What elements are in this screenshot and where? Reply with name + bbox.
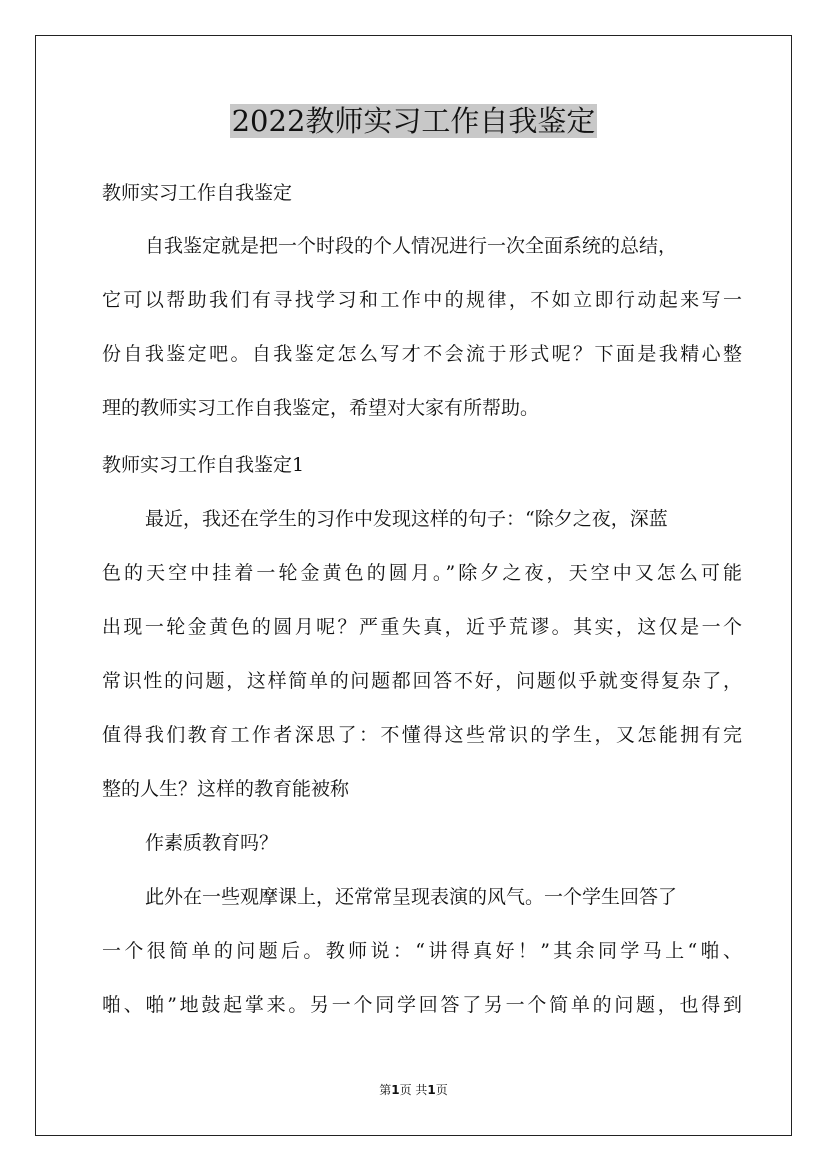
- paragraph-line: 最近，我还在学生的习作中发现这样的句子：“除夕之夜，深蓝: [145, 508, 668, 530]
- paragraph-line: 它可以帮助我们有寻找学习和工作中的规律，不如立即行动起来写一: [102, 289, 742, 311]
- paragraph-line: 此外在一些观摩课上，还常常呈现表演的风气。一个学生回答了: [145, 886, 678, 908]
- footer-mid: 页 共: [399, 1083, 428, 1097]
- section-heading: 教师实习工作自我鉴定: [102, 182, 293, 204]
- page-footer: [0, 1082, 827, 1098]
- footer-suffix: 页: [435, 1083, 448, 1097]
- paragraph-line: 份自我鉴定吧。自我鉴定怎么写才不会流于形式呢？下面是我精心整: [102, 343, 742, 365]
- paragraph-line: 一个很简单的问题后。教师说：“讲得真好！”其余同学马上“啪、: [102, 940, 742, 962]
- paragraph-line: 啪、啪”地鼓起掌来。另一个同学回答了另一个简单的问题，也得到: [102, 994, 742, 1016]
- paragraph-line: 作素质教育吗？: [145, 832, 279, 854]
- footer-page-total: 1: [427, 1083, 436, 1097]
- section-heading: 教师实习工作自我鉴定1: [102, 454, 305, 476]
- paragraph-line: 理的教师实习工作自我鉴定，希望对大家有所帮助。: [102, 397, 540, 419]
- footer-page-current: 1: [391, 1083, 400, 1097]
- paragraph-line: 自我鉴定就是把一个时段的个人情况进行一次全面系统的总结，: [145, 235, 678, 257]
- paragraph-line: 出现一轮金黄色的圆月呢？严重失真，近乎荒谬。其实，这仅是一个: [102, 616, 742, 638]
- paragraph-line: 整的人生？这样的教育能被称: [102, 778, 350, 800]
- footer-prefix: 第: [379, 1083, 392, 1097]
- document-title-text: 2022教师实习工作自我鉴定: [231, 104, 596, 138]
- paragraph-line: 常识性的问题，这样简单的问题都回答不好，问题似乎就变得复杂了，: [102, 670, 742, 692]
- paragraph-line: 色的天空中挂着一轮金黄色的圆月。”除夕之夜，天空中又怎么可能: [102, 562, 742, 584]
- paragraph-line: 值得我们教育工作者深思了：不懂得这些常识的学生，又怎能拥有完: [102, 724, 742, 746]
- document-title: [0, 101, 827, 141]
